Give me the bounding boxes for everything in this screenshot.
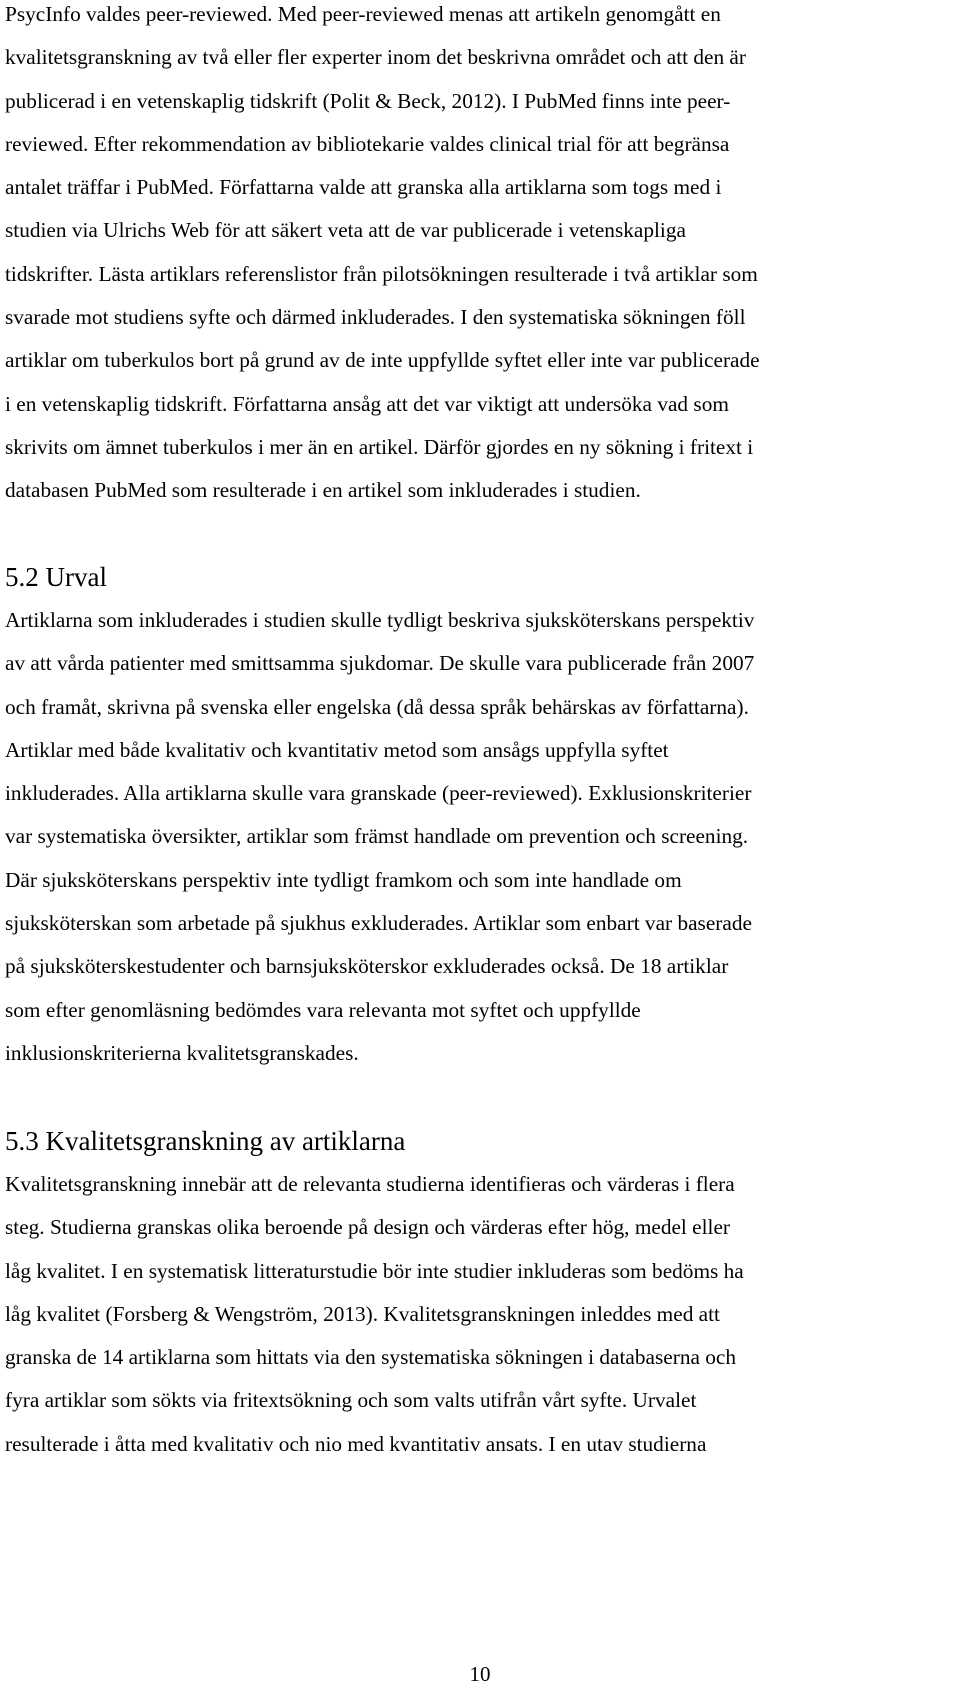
text-line: reviewed. Efter rekommendation av bibliotekarie valdes clinical trial för att begränsa <box>5 131 730 156</box>
text-line: PsycInfo valdes peer-reviewed. Med peer-reviewed menas att artikeln genomgått en <box>5 2 721 26</box>
text-line: och framåt, skrivna på svenska eller engelska (då dessa språk behärskas av författarna). <box>5 694 749 719</box>
text-line: Artiklar med både kvalitativ och kvantitativ metod som ansågs uppfylla syftet <box>5 737 669 762</box>
text-line: Där sjuksköterskans perspektiv inte tydligt framkom och som inte handlade om <box>5 867 682 892</box>
text-line: artiklar om tuberkulos bort på grund av de inte uppfyllde syftet eller inte var publicerade <box>5 348 760 373</box>
text-line: i en vetenskaplig tidskrift. Författarna ansåg att det var viktigt att undersöka vad som <box>5 391 729 416</box>
section-heading-urval: 5.2 Urval <box>5 562 107 592</box>
text-line: tidskrifter. Lästa artiklars referenslistor från pilotsökningen resulterade i två artiklar som <box>5 261 758 286</box>
paragraph-urval <box>5 599 754 1075</box>
section-heading-kvalitetsgranskning: 5.3 Kvalitetsgranskning av artiklarna <box>5 1126 406 1156</box>
paragraph-kvalitetsgranskning <box>5 1163 744 1466</box>
text-line: fyra artiklar som sökts via fritextsökning och som valts utifrån vårt syfte. Urvalet <box>5 1388 697 1413</box>
text-line: Kvalitetsgranskning innebär att de relevanta studierna identifieras och värderas i flera <box>5 1172 735 1196</box>
text-line: Artiklarna som inkluderades i studien skulle tydligt beskriva sjuksköterskans perspektiv <box>5 608 755 632</box>
page-number: 10 <box>469 1662 491 1686</box>
text-line: var systematiska översikter, artiklar som främst handlade om prevention och screening. <box>5 824 749 849</box>
text-line: på sjuksköterskestudenter och barnsjuksköterskor exkluderades också. De 18 artiklar <box>5 954 729 979</box>
text-line: av att vårda patienter med smittsamma sjukdomar. De skulle vara publicerade från 2007 <box>5 651 755 676</box>
text-line: låg kvalitet (Forsberg & Wengström, 2013). Kvalitetsgranskningen inleddes med att <box>5 1301 720 1326</box>
text-line: kvalitetsgranskning av två eller fler experter inom det beskrivna området och att den är <box>5 45 746 70</box>
text-line: låg kvalitet. I en systematisk litteraturstudie bör inte studier inkluderas som bedöms ha <box>5 1258 744 1283</box>
text-line: antalet träffar i PubMed. Författarna valde att granska alla artiklarna som togs med i <box>5 175 722 200</box>
text-line: publicerad i en vetenskaplig tidskrift (Polit & Beck, 2012). I PubMed finns inte peer- <box>5 88 731 113</box>
text-line: resulterade i åtta med kvalitativ och nio med kvantitativ ansats. I en utav studierna <box>5 1431 707 1456</box>
text-line: granska de 14 artiklarna som hittats via den systematiska sökningen i databaserna och <box>5 1345 736 1370</box>
text-line: skrivits om ämnet tuberkulos i mer än en artikel. Därför gjordes en ny sökning i fritext i <box>5 434 754 459</box>
text-line: studien via Ulrichs Web för att säkert veta att de var publicerade i vetenskapliga <box>5 218 686 243</box>
text-line: steg. Studierna granskas olika beroende på design och värderas efter hög, medel eller <box>5 1215 731 1240</box>
text-line: som efter genomläsning bedömdes vara relevanta mot syftet och uppfyllde <box>5 997 641 1022</box>
text-line: databasen PubMed som resulterade i en artikel som inkluderades i studien. <box>5 478 641 503</box>
text-line: inkluderades. Alla artiklarna skulle vara granskade (peer-reviewed). Exklusionskriterier <box>5 781 752 806</box>
paragraph-search-method <box>5 0 760 513</box>
text-line: svarade mot studiens syfte och därmed inkluderades. I den systematiska sökningen föll <box>5 305 746 330</box>
text-line: inklusionskriterierna kvalitetsgranskades. <box>5 1040 359 1065</box>
text-line: sjuksköterskan som arbetade på sjukhus exkluderades. Artiklar som enbart var baserade <box>5 911 752 936</box>
